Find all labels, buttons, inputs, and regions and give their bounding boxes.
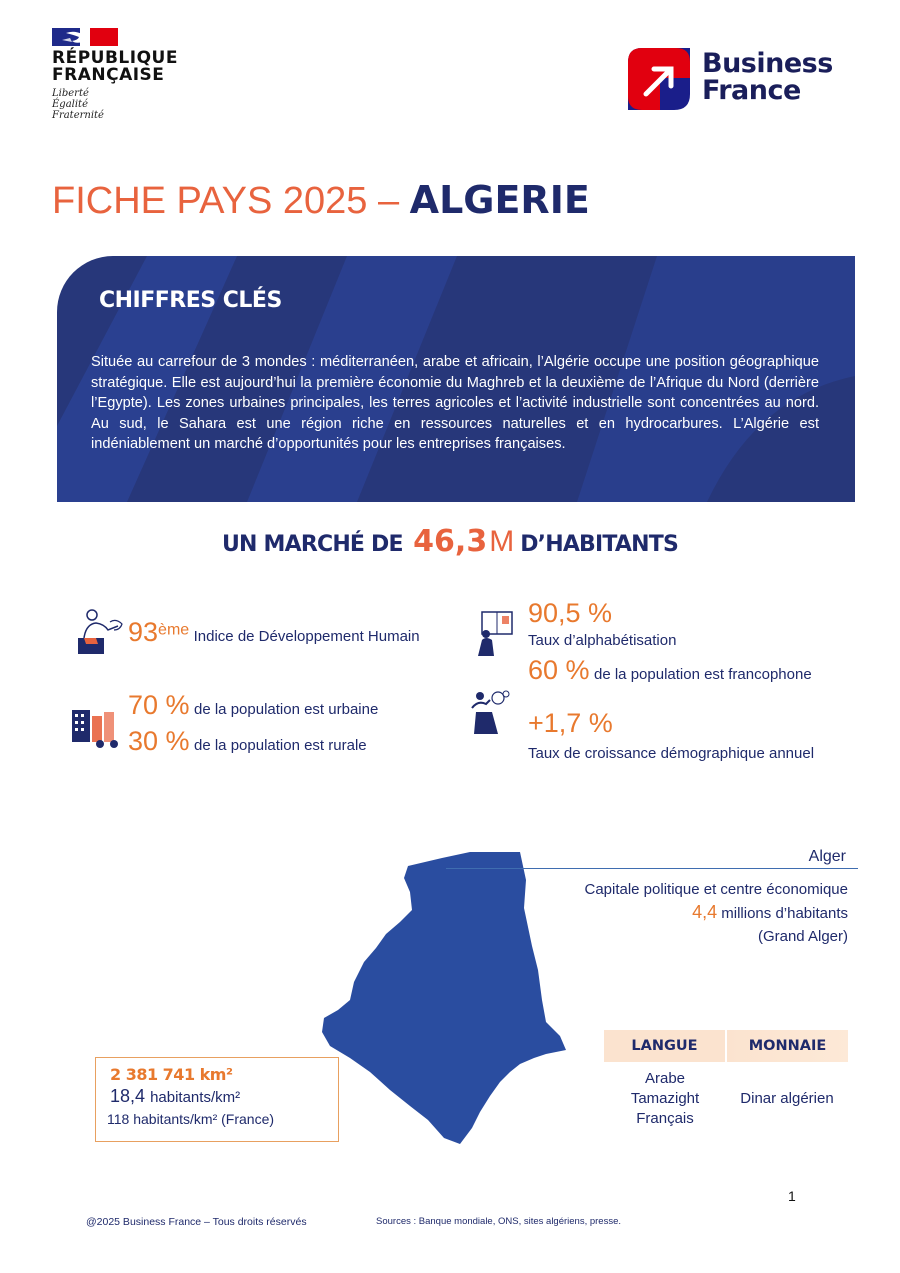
language-currency-table <box>604 1030 848 1129</box>
language-item: Arabe <box>644 1070 686 1087</box>
francophone-stat <box>528 655 812 685</box>
francophone-value: 60 % <box>528 655 590 685</box>
language-heading: LANGUE <box>604 1030 725 1062</box>
literacy-label: Taux d’alphabétisation <box>528 632 677 649</box>
area-surface: 2 381 741 km² <box>110 1065 233 1084</box>
page-title <box>52 178 590 223</box>
hdi-rank: 93 <box>128 617 159 647</box>
rural-label: de la population est rurale <box>194 737 367 754</box>
urban-value: 70 % <box>128 690 190 720</box>
rural-stat <box>128 726 367 756</box>
capital-description: Capitale politique et centre économique <box>584 881 848 898</box>
footer-sources: Sources : Banque mondiale, ONS, sites algériens, presse. <box>376 1216 622 1227</box>
market-heading <box>0 524 900 559</box>
literacy-value: 90,5 % <box>528 598 613 628</box>
capital-info <box>500 878 848 948</box>
key-figures-text: Située au carrefour de 3 mondes : méditerranéen, arabe et africain, l’Algérie occupe une position géographique stratégique. Elle est aujourd’hui la première économie du Maghreb et la deuxième de l’Afrique du Nord (derrière l’Egypte). Les zones urbaines principales, les terres agricoles et l’activité industrielle sont concentrées au nord. Au sud, le Sahara est une région riche en ressources naturelles et en hydrocarbures. L’Algérie est indéniablement un marché d’opportunités pour les entreprises françaises. <box>91 354 819 452</box>
capital-population-label: millions d’habitants <box>721 905 848 922</box>
growth-label: Taux de croissance démographique annuel <box>528 745 815 762</box>
hdi-stat <box>128 617 420 647</box>
business-france-logo <box>628 48 848 110</box>
language-item: Français <box>636 1110 694 1127</box>
capital-population-note: (Grand Alger) <box>757 928 848 945</box>
currency-heading: MONNAIE <box>727 1030 848 1062</box>
currency-value: Dinar algérien <box>740 1090 834 1107</box>
capital-pointer-line <box>446 868 858 869</box>
title-prefix: FICHE PAYS 2025 – <box>52 180 410 222</box>
hdi-rank-suffix: ème <box>158 621 190 639</box>
city-buildings-icon <box>70 706 120 753</box>
area-density-unit: habitants/km² <box>150 1089 241 1106</box>
language-item: Tamazight <box>630 1090 700 1107</box>
market-population-value: 46,3 <box>413 524 488 559</box>
urban-stat <box>128 690 378 720</box>
urban-label: de la population est urbaine <box>194 701 379 718</box>
republique-francaise-logo <box>52 28 222 121</box>
key-figures-banner <box>57 256 855 502</box>
area-density-value: 18,4 <box>110 1086 146 1106</box>
teacher-icon <box>74 608 124 661</box>
hdi-label: Indice de Développement Humain <box>193 628 420 645</box>
france-density: 118 habitants/km² (France) <box>107 1111 275 1127</box>
growth-value: +1,7 % <box>528 708 613 738</box>
area-box <box>95 1057 339 1142</box>
marianne-flag-icon <box>52 28 118 46</box>
capital-name: Alger <box>808 848 846 865</box>
key-figures-heading: CHIFFRES CLÉS <box>99 288 282 313</box>
page-number: 1 <box>788 1188 796 1204</box>
market-suffix: D’HABITANTS <box>520 532 679 557</box>
republique-motto: Liberté Égalité Fraternité <box>52 88 104 121</box>
area-density <box>110 1086 338 1107</box>
capital-population-value: 4,4 <box>692 902 718 922</box>
language-list <box>604 1062 726 1129</box>
title-country: ALGERIE <box>409 178 590 222</box>
business-france-wordmark: Business France <box>702 48 833 106</box>
footer-copyright: @2025 Business France – Tous droits réservés <box>86 1216 307 1228</box>
reading-person-icon <box>470 610 518 663</box>
republique-title: RÉPUBLIQUE FRANÇAISE <box>52 48 178 85</box>
market-population-unit: M <box>489 525 515 558</box>
rural-value: 30 % <box>128 726 190 756</box>
market-prefix: UN MARCHÉ DE <box>221 532 403 557</box>
francophone-label: de la population est francophone <box>594 666 812 683</box>
business-france-logo-icon <box>628 48 690 110</box>
growing-people-icon <box>468 688 514 741</box>
